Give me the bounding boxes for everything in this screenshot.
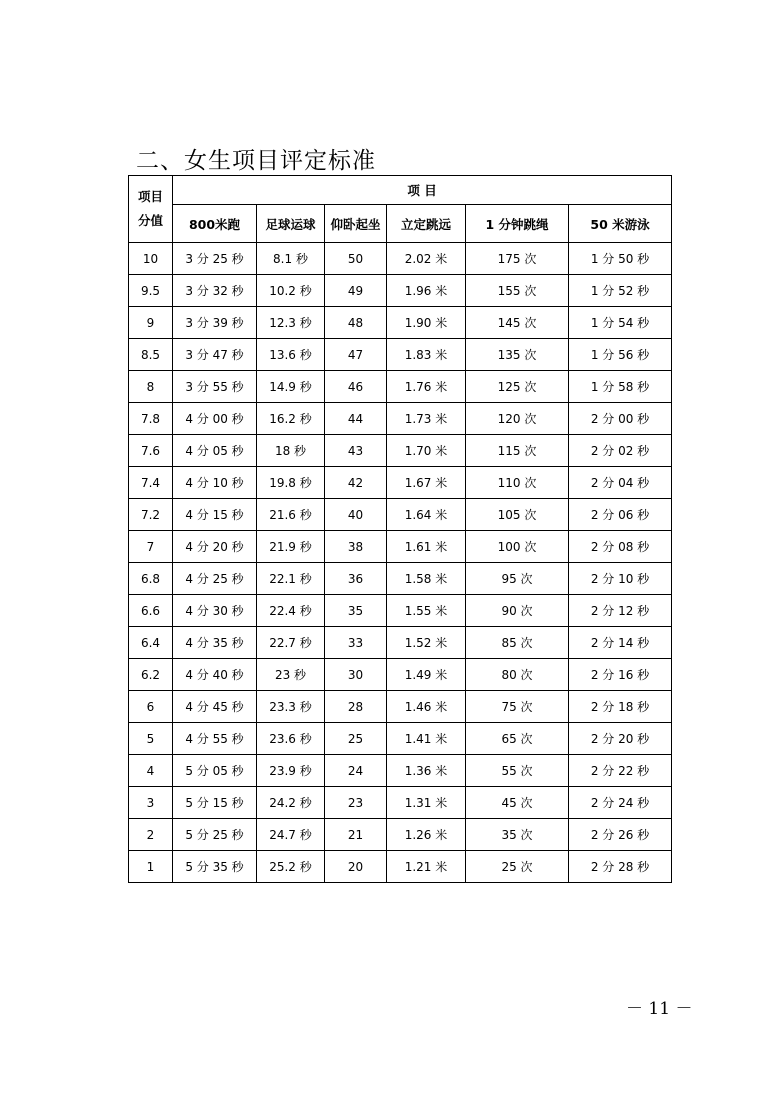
table-cell: 1.64 米 — [387, 499, 466, 531]
table-cell: 25 — [325, 723, 387, 755]
table-cell: 30 — [325, 659, 387, 691]
table-cell: 8.1 秒 — [257, 243, 325, 275]
table-cell: 1.96 米 — [387, 275, 466, 307]
score-cell: 4 — [129, 755, 173, 787]
score-cell: 7 — [129, 531, 173, 563]
table-row — [129, 851, 672, 883]
table-cell: 110 次 — [466, 467, 569, 499]
score-cell: 1 — [129, 851, 173, 883]
table-cell: 155 次 — [466, 275, 569, 307]
table-cell: 12.3 秒 — [257, 307, 325, 339]
table-cell: 2 分 24 秒 — [569, 787, 672, 819]
table-cell: 4 分 10 秒 — [173, 467, 257, 499]
table-cell: 33 — [325, 627, 387, 659]
table-cell: 5 分 35 秒 — [173, 851, 257, 883]
score-cell: 2 — [129, 819, 173, 851]
table-cell: 2 分 28 秒 — [569, 851, 672, 883]
table-cell: 50 — [325, 243, 387, 275]
table-row — [129, 339, 672, 371]
table-cell: 4 分 05 秒 — [173, 435, 257, 467]
table-cell: 13.6 秒 — [257, 339, 325, 371]
table-row — [129, 435, 672, 467]
table-cell: 1.26 米 — [387, 819, 466, 851]
table-row — [129, 659, 672, 691]
table-cell: 3 分 47 秒 — [173, 339, 257, 371]
table-cell: 1 分 50 秒 — [569, 243, 672, 275]
table-cell: 1.46 米 — [387, 691, 466, 723]
table-cell: 4 分 45 秒 — [173, 691, 257, 723]
table-cell: 21.9 秒 — [257, 531, 325, 563]
table-cell: 1.41 米 — [387, 723, 466, 755]
score-cell: 8.5 — [129, 339, 173, 371]
table-cell: 100 次 — [466, 531, 569, 563]
table-cell: 21.6 秒 — [257, 499, 325, 531]
table-cell: 1 分 54 秒 — [569, 307, 672, 339]
table-cell: 80 次 — [466, 659, 569, 691]
table-cell: 1 分 52 秒 — [569, 275, 672, 307]
table-row — [129, 691, 672, 723]
table-cell: 1.83 米 — [387, 339, 466, 371]
table-cell: 3 分 25 秒 — [173, 243, 257, 275]
table-cell: 1.58 米 — [387, 563, 466, 595]
table-cell: 3 分 32 秒 — [173, 275, 257, 307]
table-cell: 1.67 米 — [387, 467, 466, 499]
scoring-table — [128, 175, 672, 883]
table-cell: 2 分 14 秒 — [569, 627, 672, 659]
table-row — [129, 755, 672, 787]
table-row — [129, 307, 672, 339]
table-cell: 135 次 — [466, 339, 569, 371]
table-cell: 24.2 秒 — [257, 787, 325, 819]
table-cell: 23.9 秒 — [257, 755, 325, 787]
table-cell: 120 次 — [466, 403, 569, 435]
table-body — [129, 243, 672, 883]
table-row — [129, 467, 672, 499]
table-cell: 95 次 — [466, 563, 569, 595]
table-row — [129, 595, 672, 627]
table-cell: 42 — [325, 467, 387, 499]
table-cell: 21 — [325, 819, 387, 851]
score-cell: 6.8 — [129, 563, 173, 595]
score-cell: 10 — [129, 243, 173, 275]
table-cell: 1.36 米 — [387, 755, 466, 787]
table-cell: 115 次 — [466, 435, 569, 467]
score-cell: 7.2 — [129, 499, 173, 531]
table-cell: 45 次 — [466, 787, 569, 819]
score-cell: 6.2 — [129, 659, 173, 691]
table-cell: 4 分 35 秒 — [173, 627, 257, 659]
table-cell: 44 — [325, 403, 387, 435]
table-cell: 23 秒 — [257, 659, 325, 691]
table-cell: 2 分 06 秒 — [569, 499, 672, 531]
table-cell: 1.73 米 — [387, 403, 466, 435]
table-row — [129, 531, 672, 563]
table-cell: 145 次 — [466, 307, 569, 339]
table-cell: 4 分 00 秒 — [173, 403, 257, 435]
table-cell: 4 分 30 秒 — [173, 595, 257, 627]
table-cell: 22.4 秒 — [257, 595, 325, 627]
table-cell: 25.2 秒 — [257, 851, 325, 883]
table-cell: 40 — [325, 499, 387, 531]
table-cell: 85 次 — [466, 627, 569, 659]
table-row — [129, 403, 672, 435]
table-cell: 49 — [325, 275, 387, 307]
corner-label-item: 项目 — [137, 189, 163, 204]
table-cell: 65 次 — [466, 723, 569, 755]
score-cell: 6.6 — [129, 595, 173, 627]
table-cell: 4 分 40 秒 — [173, 659, 257, 691]
table-row — [129, 627, 672, 659]
table-cell: 43 — [325, 435, 387, 467]
table-cell: 2 分 08 秒 — [569, 531, 672, 563]
table-cell: 2.02 米 — [387, 243, 466, 275]
table-row — [129, 819, 672, 851]
table-cell: 22.1 秒 — [257, 563, 325, 595]
table-cell: 1.76 米 — [387, 371, 466, 403]
table-row — [129, 563, 672, 595]
table-cell: 2 分 18 秒 — [569, 691, 672, 723]
table-cell: 23.6 秒 — [257, 723, 325, 755]
column-header: 仰卧起坐 — [325, 205, 387, 243]
table-row — [129, 499, 672, 531]
column-header: 800米跑 — [173, 205, 257, 243]
table-cell: 1 分 58 秒 — [569, 371, 672, 403]
table-cell: 2 分 20 秒 — [569, 723, 672, 755]
column-header: 立定跳远 — [387, 205, 466, 243]
table-cell: 3 分 39 秒 — [173, 307, 257, 339]
table-cell: 16.2 秒 — [257, 403, 325, 435]
score-cell: 5 — [129, 723, 173, 755]
score-cell: 7.8 — [129, 403, 173, 435]
column-header: 1 分钟跳绳 — [466, 205, 569, 243]
table-cell: 18 秒 — [257, 435, 325, 467]
score-cell: 8 — [129, 371, 173, 403]
table-cell: 1.70 米 — [387, 435, 466, 467]
table-cell: 24.7 秒 — [257, 819, 325, 851]
table-cell: 4 分 15 秒 — [173, 499, 257, 531]
table-cell: 4 分 20 秒 — [173, 531, 257, 563]
table-row — [129, 243, 672, 275]
table-cell: 175 次 — [466, 243, 569, 275]
table-cell: 5 分 15 秒 — [173, 787, 257, 819]
table-cell: 23.3 秒 — [257, 691, 325, 723]
page-number: － 11 － — [626, 999, 693, 1019]
table-cell: 1.61 米 — [387, 531, 466, 563]
score-cell: 6.4 — [129, 627, 173, 659]
table-cell: 105 次 — [466, 499, 569, 531]
table-cell: 36 — [325, 563, 387, 595]
score-cell: 3 — [129, 787, 173, 819]
table-cell: 2 分 02 秒 — [569, 435, 672, 467]
table-cell: 2 分 00 秒 — [569, 403, 672, 435]
table-cell: 20 — [325, 851, 387, 883]
table-cell: 2 分 04 秒 — [569, 467, 672, 499]
group-header: 项 目 — [173, 176, 672, 205]
table-cell: 4 分 55 秒 — [173, 723, 257, 755]
score-cell: 6 — [129, 691, 173, 723]
table-cell: 125 次 — [466, 371, 569, 403]
table-cell: 38 — [325, 531, 387, 563]
table-row — [129, 275, 672, 307]
table-row — [129, 371, 672, 403]
score-cell: 7.4 — [129, 467, 173, 499]
score-cell: 9.5 — [129, 275, 173, 307]
table-cell: 4 分 25 秒 — [173, 563, 257, 595]
table-cell: 10.2 秒 — [257, 275, 325, 307]
table-cell: 1 分 56 秒 — [569, 339, 672, 371]
table-cell: 22.7 秒 — [257, 627, 325, 659]
table-cell: 25 次 — [466, 851, 569, 883]
table-cell: 1.49 米 — [387, 659, 466, 691]
table-row — [129, 787, 672, 819]
table-cell: 1.52 米 — [387, 627, 466, 659]
column-header: 足球运球 — [257, 205, 325, 243]
table-cell: 2 分 12 秒 — [569, 595, 672, 627]
corner-header-cell — [129, 176, 173, 243]
score-cell: 7.6 — [129, 435, 173, 467]
table-cell: 19.8 秒 — [257, 467, 325, 499]
table-cell: 35 — [325, 595, 387, 627]
table-cell: 90 次 — [466, 595, 569, 627]
table-cell: 14.9 秒 — [257, 371, 325, 403]
table-cell: 46 — [325, 371, 387, 403]
table-cell: 5 分 05 秒 — [173, 755, 257, 787]
table-cell: 23 — [325, 787, 387, 819]
table-cell: 24 — [325, 755, 387, 787]
table-cell: 2 分 26 秒 — [569, 819, 672, 851]
table-cell: 2 分 22 秒 — [569, 755, 672, 787]
table-row — [129, 723, 672, 755]
section-heading: 二、女生项目评定标准 — [136, 148, 376, 174]
score-cell: 9 — [129, 307, 173, 339]
table-cell: 47 — [325, 339, 387, 371]
table-cell: 1.90 米 — [387, 307, 466, 339]
table-cell: 1.55 米 — [387, 595, 466, 627]
table-cell: 28 — [325, 691, 387, 723]
table-cell: 35 次 — [466, 819, 569, 851]
table-cell: 1.21 米 — [387, 851, 466, 883]
table-cell: 75 次 — [466, 691, 569, 723]
table-cell: 2 分 16 秒 — [569, 659, 672, 691]
table-cell: 55 次 — [466, 755, 569, 787]
table-cell: 48 — [325, 307, 387, 339]
table-cell: 2 分 10 秒 — [569, 563, 672, 595]
table-cell: 5 分 25 秒 — [173, 819, 257, 851]
table-cell: 3 分 55 秒 — [173, 371, 257, 403]
table-cell: 1.31 米 — [387, 787, 466, 819]
corner-label-score: 分值 — [137, 213, 163, 228]
column-header: 50 米游泳 — [569, 205, 672, 243]
